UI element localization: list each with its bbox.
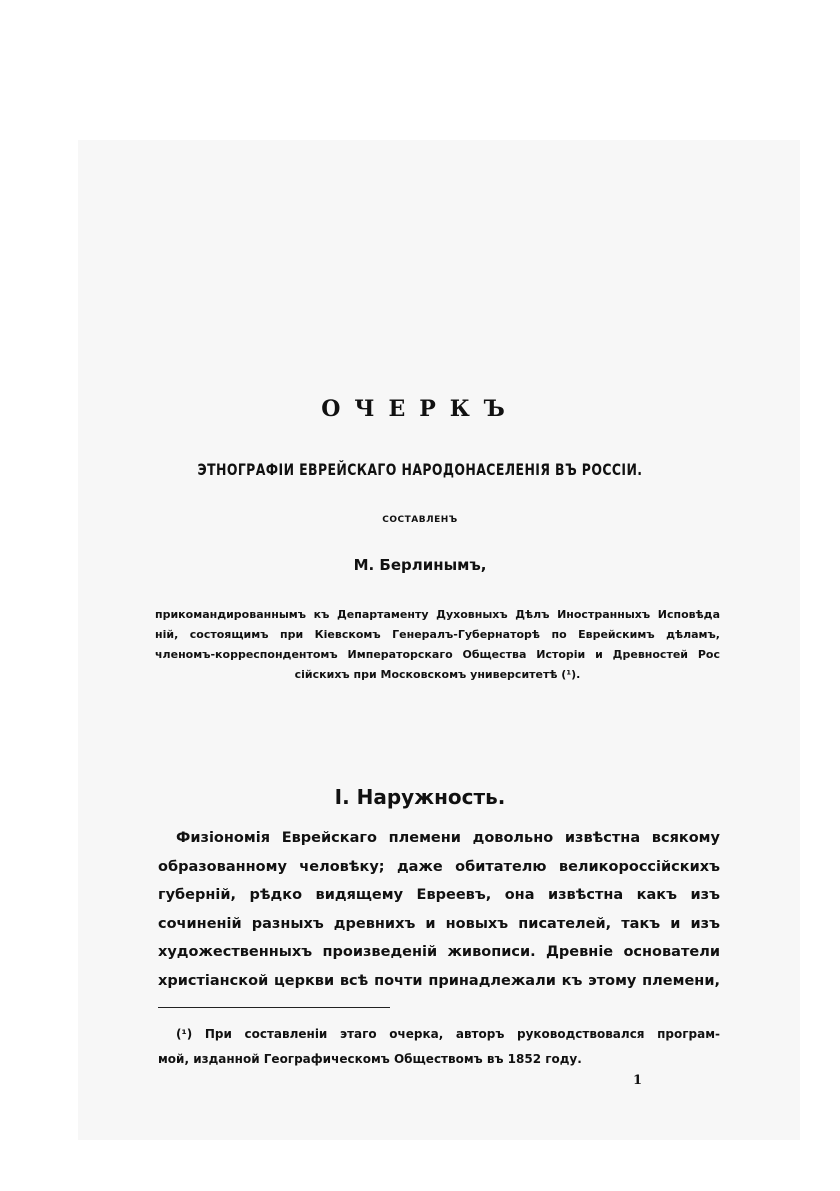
subtitle: ЭТНОГРАФІИ ЕВРЕЙСКАГО НАРОДОНАСЕЛЕНІЯ ВЪ РОССІИ. xyxy=(197,460,643,479)
body-paragraph xyxy=(158,824,720,995)
footnote-divider xyxy=(158,1007,390,1008)
page-title: ОЧЕРКЪ xyxy=(321,396,519,422)
footnote-line: (¹) При составленіи этаго очерка, авторъ руководствовался програм- xyxy=(176,1027,720,1041)
author-name: М. Берлинымъ, xyxy=(353,556,487,574)
credentials-line: прикомандированнымъ къ Департаменту Духовныхъ Дѣлъ Иностранныхъ Исповѣда xyxy=(155,608,720,621)
body-line: христіанской церкви всѣ почти принадлежали къ этому племени, xyxy=(158,972,720,989)
author-credentials xyxy=(155,605,720,685)
section-heading: I. Наружность. xyxy=(334,785,506,809)
body-line: художественныхъ произведеній живописи. Древніе основатели xyxy=(158,944,720,960)
body-line: Физіономія Еврейскаго племени довольно извѣстна всякому xyxy=(176,830,720,846)
page-number: 1 xyxy=(633,1073,643,1088)
body-line: губерній, рѣдко видящему Евреевъ, она извѣстна какъ изъ xyxy=(158,887,720,903)
footnote-line: мой, изданной Географическомъ Обществомъ въ 1852 году. xyxy=(158,1052,582,1066)
footnote xyxy=(158,1022,720,1072)
credentials-line: ній, состоящимъ при Кіевскомъ Генералъ-Губернаторѣ по Еврейскимъ дѣламъ, xyxy=(155,628,720,641)
credentials-line: сійскихъ при Московскомъ университетѣ (¹). xyxy=(294,668,581,681)
body-line: образованному человѣку; даже обитателю великороссійскихъ xyxy=(158,858,720,875)
compiled-by-label: СОСТАВЛЕНЪ xyxy=(382,515,458,525)
credentials-line: членомъ-корреспондентомъ Императорскаго Общества Исторіи и Древностей Рос xyxy=(155,648,720,661)
body-line: сочиненій разныхъ древнихъ и новыхъ писателей, такъ и изъ xyxy=(158,915,720,932)
